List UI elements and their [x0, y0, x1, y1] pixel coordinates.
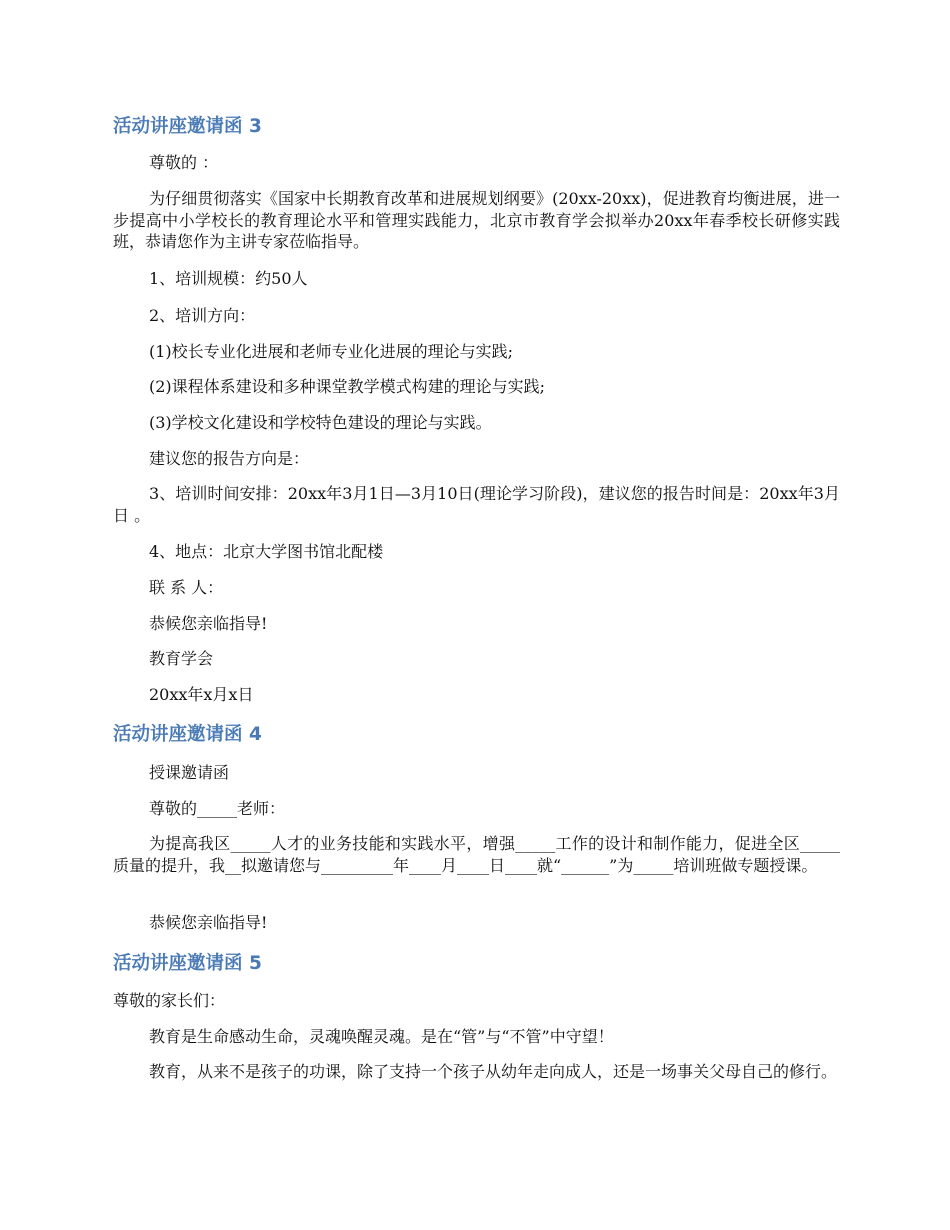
list-item: (1)校长专业化进展和老师专业化进展的理论与实践; — [149, 342, 514, 361]
salutation: 尊敬的家长们： — [113, 991, 226, 1010]
body-paragraph: 教育，从来不是孩子的功课，除了支持一个孩子从幼年走向成人，还是一场事关父母自己的修行。 — [149, 1062, 838, 1081]
list-item: (3)学校文化建设和学校特色建设的理论与实践。 — [149, 413, 492, 432]
contact-line: 联 系 人： — [149, 578, 224, 597]
body-paragraph: 教育是生命感动生命，灵魂唤醒灵魂。是在“管”与“不管”中守望！ — [149, 1027, 614, 1046]
salutation: 尊敬的_____老师： — [149, 799, 286, 818]
list-item: 1、培训规模：约50人 — [149, 269, 308, 288]
letter-title: 授课邀请函 — [149, 763, 230, 782]
section-heading-3: 活动讲座邀请函 3 — [113, 116, 262, 137]
salutation: 尊敬的 ： — [149, 153, 219, 172]
signature-org: 教育学会 — [149, 649, 214, 668]
section-heading-4: 活动讲座邀请函 4 — [113, 724, 262, 745]
list-item: 2、培训方向： — [149, 306, 256, 325]
body-paragraph: 为仔细贯彻落实《国家中长期教育改革和进展规划纲要》(20xx-20xx)，促进教育均衡进展，进一步提高中小学校长的教育理论水平和管理实践能力，北京市教育学会拟举办20xx年春季校长研修实践班，恭请您作为主讲专家莅临指导。 — [113, 189, 840, 251]
section-heading-5: 活动讲座邀请函 5 — [113, 953, 262, 974]
closing-line: 恭候您亲临指导! — [149, 913, 268, 932]
closing-line: 恭候您亲临指导! — [149, 614, 268, 633]
list-item: (2)课程体系建设和多种课堂教学模式构建的理论与实践; — [149, 377, 546, 396]
signature-date: 20xx年x月x日 — [149, 685, 254, 704]
list-item: 4、地点：北京大学图书馆北配楼 — [149, 542, 384, 561]
body-paragraph: 建议您的报告方向是： — [149, 449, 310, 468]
body-paragraph: 3、培训时间安排：20xx年3月1日—3月10日(理论学习阶段)，建议您的报告时间是：20xx年3月日 。 — [113, 484, 840, 525]
body-paragraph: 为提高我区_____人才的业务技能和实践水平，增强_____工作的设计和制作能力，促进全区_____质量的提升，我__拟邀请您与_________年____月____日____就“______”为_____培训班做专题授课。 — [113, 834, 840, 875]
